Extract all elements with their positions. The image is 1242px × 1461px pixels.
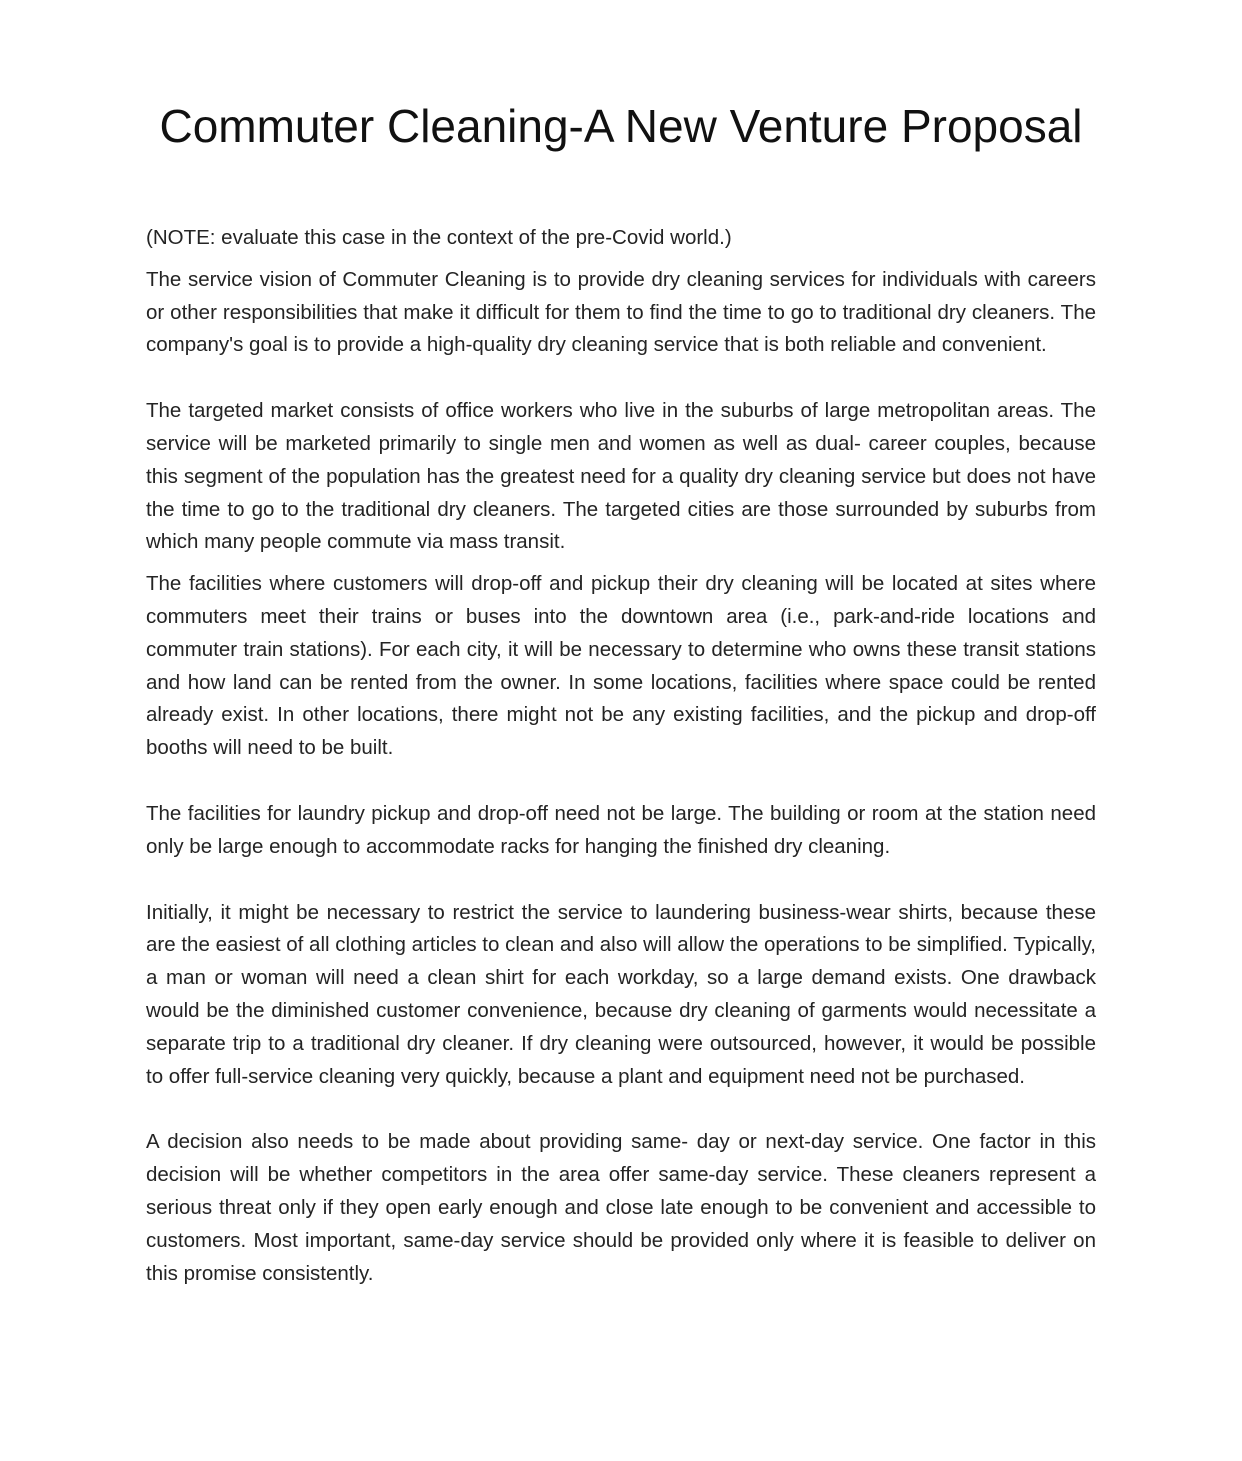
paragraph-facilities-size: The facilities for laundry pickup and drop-off need not be large. The building or room at the station need only be large enough to accommodate racks for hanging the finished dry cleaning. [146,801,1096,858]
paragraph-targeted-market: The targeted market consists of office workers who live in the suburbs of large metropolitan areas. The service will be marketed primarily to single men and women as well as dual- career couples, because this segment of the population has the greatest need for a quality dry cleaning service but does not have the time to go to the traditional dry cleaners. The targeted cities are those surrounded by suburbs from which many people commute via mass transit. [146,399,1096,554]
paragraph-facilities-location: The facilities where customers will drop-off and pickup their dry cleaning will be located at sites where commuters meet their trains or buses into the downtown area (i.e., park-and-ride locations and commuter train stations). For each city, it will be necessary to determine who owns these transit stations and how land can be rented from the owner. In some locations, facilities where space could be rented already exist. In other locations, there might not be any existing facilities, and the pickup and drop-off booths will need to be built. [146,572,1096,760]
document-title: Commuter Cleaning-A New Venture Proposal [159,100,1083,152]
document-body [146,222,1096,1290]
note-paragraph: (NOTE: evaluate this case in the context of the pre-Covid world.) [146,226,732,249]
paragraph-same-day-decision: A decision also needs to be made about providing same- day or next-day service. One factor in this decision will be whether competitors in the area offer same-day service. These cleaners represent a serious threat only if they open early enough and close late enough to be convenient and accessible to customers. Most important, same-day service should be provided only where it is feasible to deliver on this promise consistently. [146,1130,1096,1285]
paragraph-initial-service: Initially, it might be necessary to restrict the service to laundering business-wear shirts, because these are the easiest of all clothing articles to clean and also will allow the operations to be simplified. Typically, a man or woman will need a clean shirt for each workday, so a large demand exists. One drawback would be the diminished customer convenience, because dry cleaning of garments would necessitate a separate trip to a traditional dry cleaner. If dry cleaning were outsourced, however, it would be possible to offer full-service cleaning very quickly, because a plant and equipment need not be purchased. [146,900,1096,1088]
paragraph-service-vision: The service vision of Commuter Cleaning is to provide dry cleaning services for individuals with careers or other responsibilities that make it difficult for them to find the time to go to traditional dry cleaners. The company's goal is to provide a high-quality dry cleaning service that is both reliable and convenient. [146,267,1096,357]
